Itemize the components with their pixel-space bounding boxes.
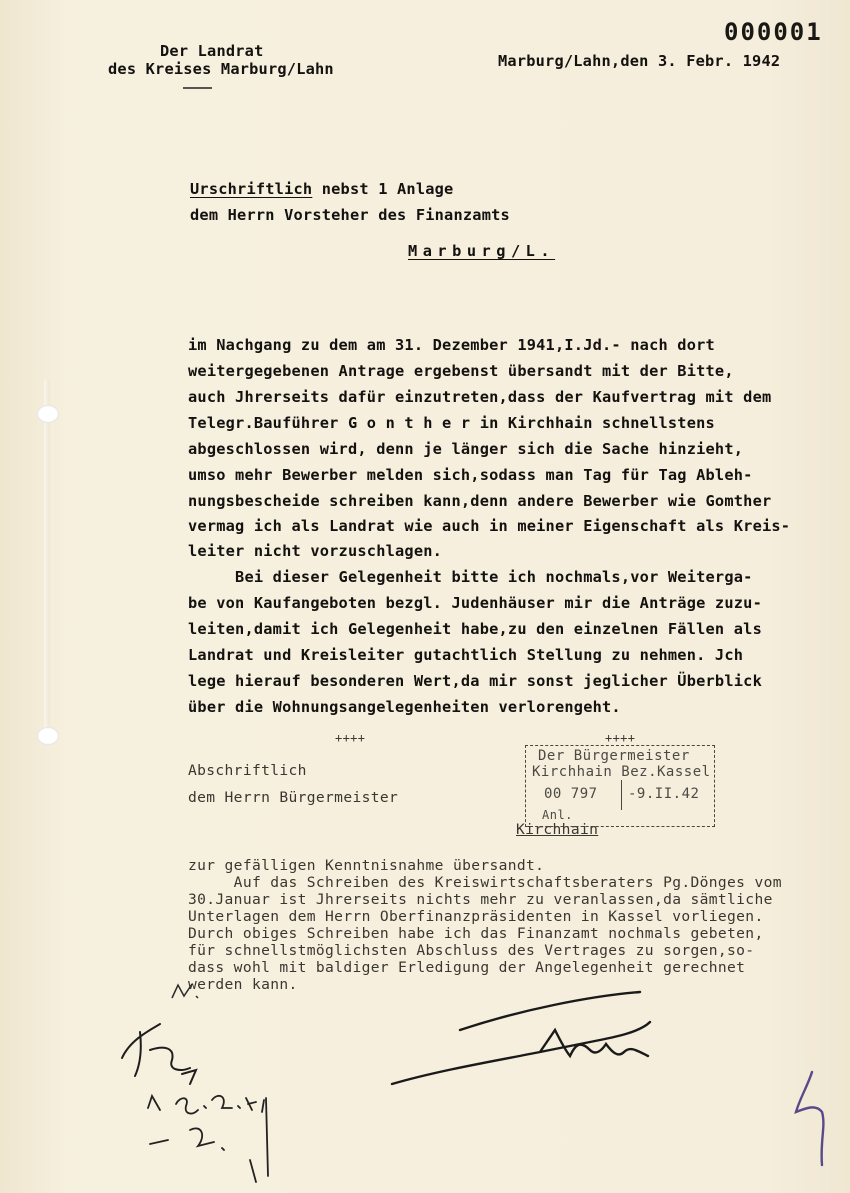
copy-note-line-1: Abschriftlich: [188, 762, 307, 779]
stamp-place: Kirchhain Bez.Kassel: [532, 764, 711, 780]
body-line: be von Kaufangeboten bezgl. Judenhäuser mir die Anträge zuzu-: [188, 594, 762, 612]
body-line: im Nachgang zu dem am 31. Dezember 1941,I.Jd.- nach dort: [188, 336, 715, 354]
attachment-note: nebst 1 Anlage: [312, 180, 454, 198]
body-line: vermag ich als Landrat wie auch in meiner Eigenschaft als Kreis-: [188, 517, 791, 535]
handwritten-numeral-text: [182, 1060, 195, 1073]
handwritten-date-text: [176, 1096, 216, 1109]
copy-note-line-2: dem Herrn Bürgermeister: [188, 789, 399, 806]
body-line: abgeschlossen wird, denn je länger sich die Sache hinzieht,: [188, 440, 744, 458]
handwritten-initials: [122, 1024, 196, 1084]
body-line: auch Jhrerseits dafür einzutreten,dass der Kaufvertrag mit dem: [188, 388, 772, 406]
stamp-attachment: Anl.: [542, 808, 573, 822]
body-line: leiten,damit ich Gelegenheit habe,zu den einzelnen Fällen als: [188, 620, 762, 638]
stamp-date: -9.II.42: [628, 786, 700, 802]
body-line: Bei dieser Gelegenheit bitte ich nochmals,vor Weiterga-: [188, 568, 753, 586]
body-line: nungsbescheide schreiben kann,denn andere Bewerber wie Gomther: [188, 492, 772, 510]
second-line: 30.Januar ist Jhrerseits nichts mehr zu veranlassen,da sämtliche: [188, 891, 773, 908]
separator-left: ++++: [335, 731, 366, 745]
second-line: Unterlagen dem Herrn Oberfinanzpräsidenten in Kassel vorliegen.: [188, 908, 764, 925]
copy-note-city: Kirchhain: [516, 821, 599, 838]
body-line: Telegr.Bauführer G o n t h e r in Kirchhain schnellstens: [188, 414, 715, 432]
second-line: werden kann.: [188, 976, 298, 993]
stamp-office: Der Bürgermeister: [538, 748, 690, 764]
purple-margin-mark: [796, 1072, 823, 1165]
stamp-number: 00 797: [544, 786, 598, 802]
second-line: zur gefälligen Kenntnisnahme übersandt.: [188, 857, 545, 874]
sender-line-1: Der Landrat: [160, 42, 264, 60]
original-marker: Urschriftlich: [190, 180, 313, 198]
second-line: dass wohl mit baldiger Erledigung der Angelegenheit gerechnet: [188, 959, 746, 976]
document-number: 000001: [724, 18, 823, 46]
separator-right: ++++: [605, 731, 636, 745]
body-line: Landrat und Kreisleiter gutachtlich Stellung zu nehmen. Jch: [188, 646, 744, 664]
body-line: über die Wohnungsangelegenheiten verlorengeht.: [188, 698, 621, 716]
handwritten-initials-text: [148, 1038, 161, 1051]
handwritten-z-text: [190, 1130, 203, 1143]
body-line: leiter nicht vorzuschlagen.: [188, 542, 443, 560]
body-line: weitergegebenen Antrage ergebenst übersandt mit der Bitte,: [188, 362, 734, 380]
body-line: lege hierauf besonderen Wert,da mir sonst jeglicher Überblick: [188, 672, 762, 690]
place-date: Marburg/Lahn,den 3. Febr. 1942: [498, 52, 781, 70]
second-line: für schnellstmöglichsten Abschluss des Vertrages zu sorgen,so-: [188, 942, 755, 959]
recipient-city: Marburg/L.: [408, 242, 556, 260]
sender-line-2: des Kreises Marburg/Lahn: [108, 60, 334, 78]
address-line-2: dem Herrn Vorsteher des Finanzamts: [190, 206, 510, 224]
handwritten-mark-text: [179, 986, 192, 999]
signature: [392, 992, 650, 1084]
body-line: umso mehr Bewerber melden sich,sodass man Tag für Tag Ableh-: [188, 466, 753, 484]
second-line: Auf das Schreiben des Kreiswirtschaftsberaters Pg.Dönges vom: [188, 874, 782, 891]
second-line: Durch obiges Schreiben habe ich das Finanzamt nochmals gebeten,: [188, 925, 764, 942]
